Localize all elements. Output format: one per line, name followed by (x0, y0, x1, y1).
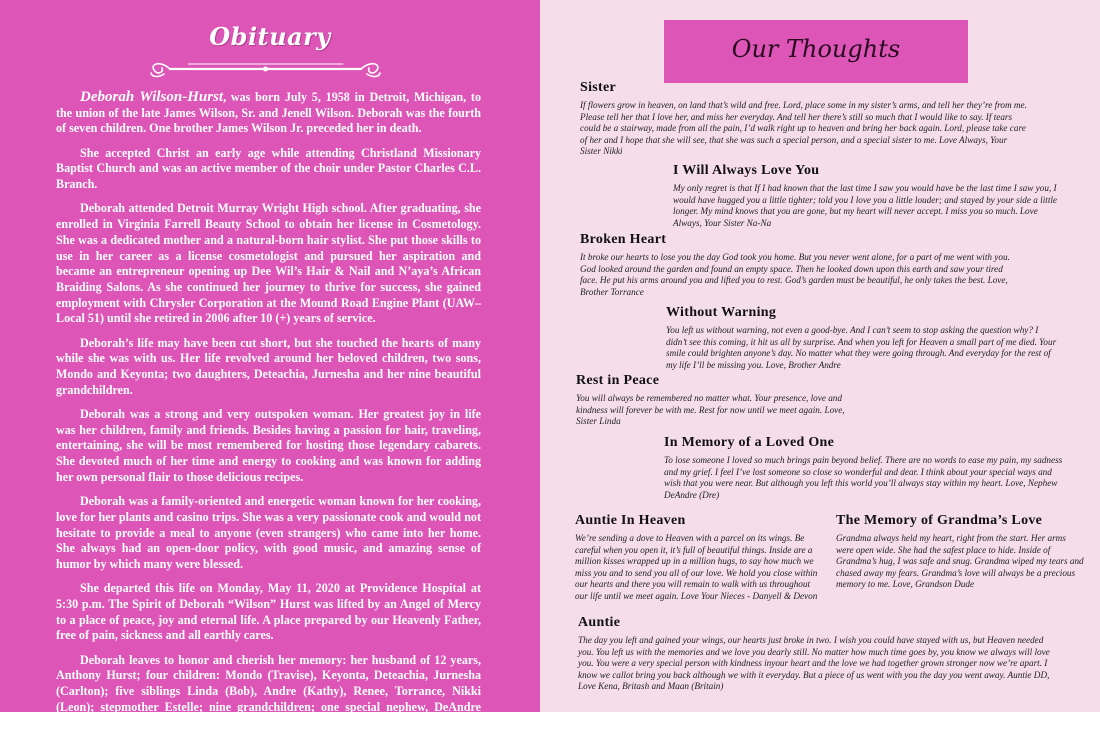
obituary-paragraph: Deborah attended Detroit Murray Wright High school. After graduating, she enrolled in Virginia Farrell Beauty School to obtain her license in Cosmetology. She was a dedicated mother and a natural-born hair stylist. She put those skills to use in her career as a license cosmetologist and pursued her aspiration and became an entrepreneur opening up Dee Wil’s Hair & Nail and N’aya’s African Braiding Salons. As she continued her journey to thrive for success, she gained employment with Chrysler Corporation at the Mound Road Engine Plant (UAW–Local 51) until she retired in 2006 after 10 (+) years of service. (56, 201, 481, 326)
poem-grandmas-love: The Memory of Grandma’s Love Grandma always held my heart, right from the start. Her arms were open wide. She had the safest place to hide. Inside of Grandma’s hug, I was safe and snug. Grandma wiped my tears and chased away my fears. Grandma’s love will always be a precious memory to me. Love, Grandson Dude (836, 513, 1084, 589)
thoughts-page (540, 0, 1100, 712)
obituary-paragraph: Deborah was a strong and very outspoken woman. Her greatest joy in life was her children, family and friends. Besides having a passion for hair, traveling, entertaining, she will be most remembered for hosting those legendary cabarets. She devoted much of her time and energy to cooking and was known for adding her own personal flair to those delicious recipes. (56, 407, 481, 484)
obituary-title: Obituary (209, 22, 331, 51)
obituary-paragraph: Deborah was a family-oriented and energetic woman known for her cooking, love for her plants and casino trips. She was a very passionate cook and would not hesitate to provide a meal to anyone (even strangers) who came into her home. She always had an open-door policy, with good music, and amazing sense of humor by which many were blessed. (56, 494, 481, 571)
poem-auntie: Auntie The day you left and gained your wings, our hearts just broke in two. I wish you could have stayed with us, but Heaven needed you. You left us with the memories and we love you dearly still. No matter how much time goes by, you know we always will love you. You were a very special person with kindness inyour heart and the love we had together grown stronger now we’re apart. I know we callot bring you back although we with it everyday. But a piece of us went with you the day you went away. Auntie DD, Love Kena, Britash and Maan (Britain) (578, 615, 1050, 691)
obituary-page (0, 0, 540, 746)
deceased-name: Deborah Wilson-Hurst (80, 89, 224, 105)
thoughts-banner (664, 20, 968, 83)
obituary-paragraph: Deborah Wilson-Hurst, was born July 5, 1958 in Detroit, Michigan, to the union of the late James Wilson, Sr. and Jenell Wilson. Deborah was the fourth of seven children. One brother James Wilson Jr. preceded her in death. (56, 89, 481, 136)
obituary-paragraph: She departed this life on Monday, May 11, 2020 at Providence Hospital at 5:30 p.m. The Spirit of Deborah “Wilson” Hurst was lifted by an Angel of Mercy to a place of peace, joy and eternal life. A place prepared by our Heavenly Father, free of pain, sickness and all earthly cares. (56, 581, 481, 643)
obituary-text (56, 90, 481, 755)
obituary-paragraph: Deborah leaves to honor and cherish her memory: her husband of 12 years, Anthony Hurst; four children: Mondo (Travise), Keyonta, Deteachia, Jurnesha (Carlton); five siblings Linda (Bob), Andre (Kathy), Renee, Torrance, Nikki (Leon); stepmother Estelle; nine grandchildren; one special nephew, DeAndre “Dee” Herron and special grandson, Julius Wilson; a host of nieces, nephews, relatives and friends. (56, 652, 481, 746)
poem-rest-in-peace: Rest in Peace You will always be remembered no matter what. Your presence, love and kindness will forever be with me. Rest for now until we meet again. Love, Sister Linda (576, 373, 845, 426)
obituary-paragraph: She accepted Christ an early age while attending Christland Missionary Baptist Church and was an active member of the choir under Pastor Charles C.L. Branch. (56, 145, 481, 192)
poem-without-warning: Without Warning You left us without warning, not even a good-bye. And I can’t seem to stop asking the question why? I didn’t see this coming, it hit us all by surprise. And when you left for Heaven a small part of me died. Your smile could brighten anyone’s day. No matter what they were going through. And everyday for the rest of my life I’ll be missing you. Love, Brother Andre (666, 305, 1057, 370)
poem-always-love-you: I Will Always Love You My only regret is that If I had known that the last time I saw you would have be the last time I saw you, I would have hugged you a little tighter; told you I love you a little louder; and stayed by your side a little longer. My mind knows that you are gone, but my heart will never accept. I miss you so much. Love Always, Your Sister Na-Na (673, 163, 1058, 228)
poem-broken-heart: Broken Heart It broke our hearts to lose you the day God took you home. But you never went alone, for a part of me went with you. God looked around the garden and found an empty space. Then he looked down upon this earth and saw your tired face. He put his arms around you and lifted you to rest. God’s garden must be beautiful, he only takes the best. Love, Brother Torrance (580, 232, 1010, 297)
poem-in-memory: In Memory of a Loved One To lose someone I loved so much brings pain beyond belief. There are no words to ease my pain, my sadness and my grief. I feel I’ve lost someone so close so wonderful and dear. I think about your special ways and wish that you were near. But although you left this world you’ll always stay within my heart. Love, Nephew DeAndre (Dre) (664, 435, 1063, 500)
flourish-divider-icon (148, 58, 383, 80)
obituary-paragraph: Deborah’s life may have been cut short, but she touched the hearts of many while she was with us. Her life revolved around her beloved children, two sons, Mondo and Keyonta; two daughters, Deteachia, Jurnesha and her nine beautiful grandchildren. (56, 335, 481, 397)
poem-sister: Sister If flowers grow in heaven, on land that’s wild and free. Lord, place some in my sister’s arms, and tell her they’re from me. Please tell her that I love her, and miss her everyday. And tell her there’s still so much that I would like to say. If tears could be a stairway, made from all the pain, I’d walk right up to heaven and bring her back again. Lord, please take care of her and I hope that she will see, that she was such a special person, and a special sister to me. Love Always, Your Sister Nikki (580, 80, 1027, 156)
thoughts-title: Our Thoughts (731, 35, 901, 63)
poem-auntie-in-heaven: Auntie In Heaven We’re sending a dove to Heaven with a parcel on its wings. Be careful when you open it, it’s full of beautiful things. Inside are a million kisses wrapped up in a million hugs, to say how much we miss you and to send you all of our love. We hold you close within our hearts and there you will remain to walk with us throughout our life until we meet again. Love Your Nieces - Danyell & Devon (575, 513, 818, 601)
